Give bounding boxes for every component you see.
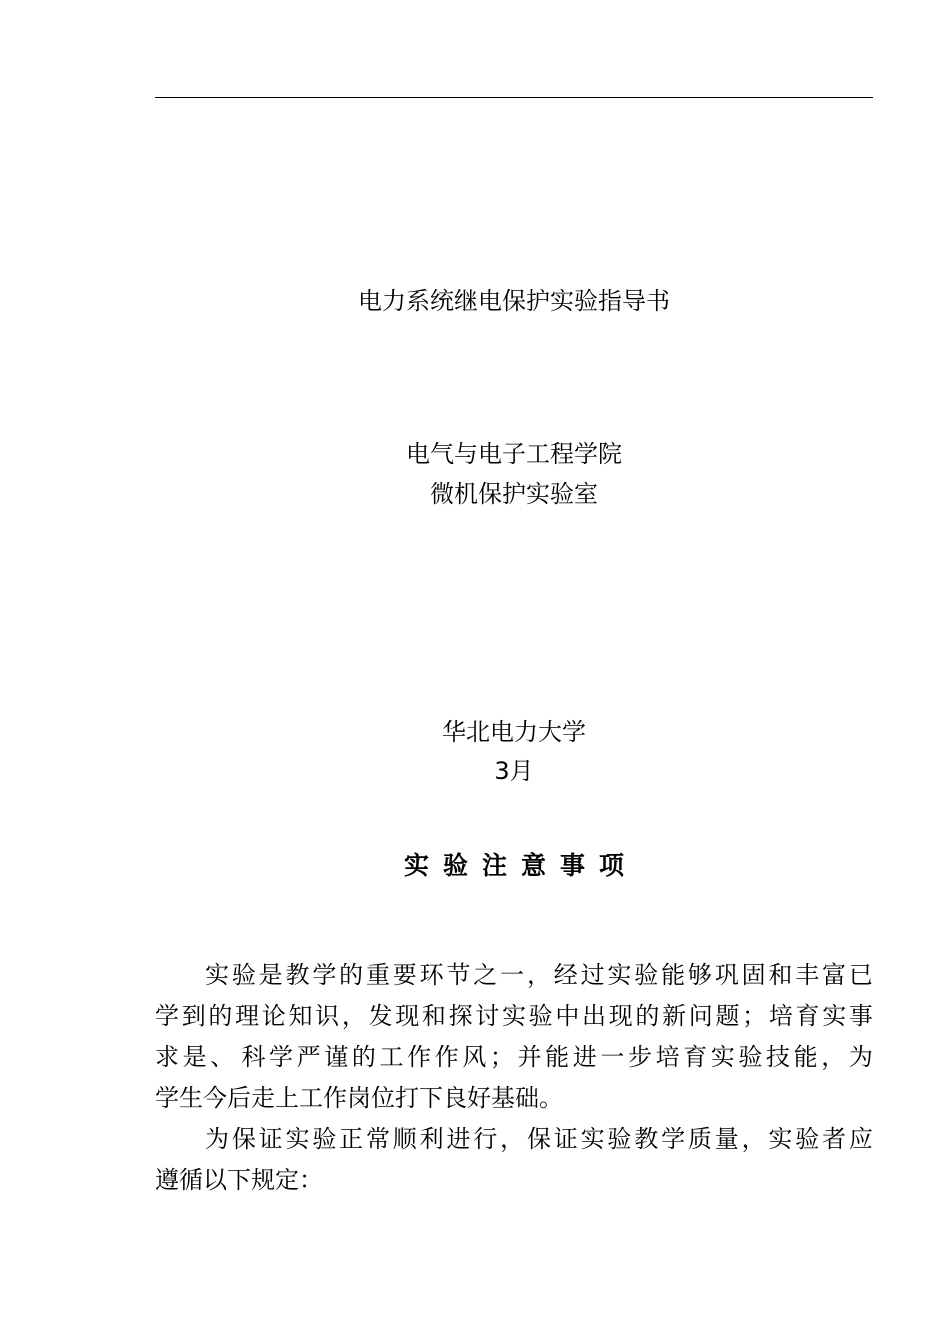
paragraph-2-line-1: 为 保 证 实 验 正 常 顺 利 进 行 ， 保 证 实 验 教 学 质 量 ， 实 验 者 应	[205, 1125, 873, 1153]
document-title: 电力系统继电保护实验指导书	[358, 287, 670, 315]
paragraph-2-line-2: 遵循以下规定：	[155, 1166, 323, 1194]
school-name: 电气与电子工程学院	[406, 440, 622, 468]
header-rule	[155, 97, 873, 98]
paragraph-1-line-3: 求 是 、 科 学 严 谨 的 工 作 作 风 ； 并 能 进 一 步 培 育 实 验 技 能 ， 为	[155, 1043, 873, 1071]
document-date: 3月	[494, 757, 534, 785]
paragraph-1-line-1: 实 验 是 教 学 的 重 要 环 节 之 一 ， 经 过 实 验 能 够 巩 固 和 丰 富 已	[205, 961, 873, 989]
lab-name: 微机保护实验室	[430, 480, 598, 508]
section-heading: 实验注意事项	[403, 851, 638, 880]
university-name: 华北电力大学	[442, 718, 586, 746]
paragraph-1-line-2: 学 到 的 理 论 知 识 ， 发 现 和 探 讨 实 验 中 出 现 的 新 问 题 ； 培 育 实 事	[155, 1002, 873, 1030]
paragraph-1-line-4: 学生今后走上工作岗位打下良好基础。	[155, 1084, 563, 1112]
body-text	[155, 955, 873, 1201]
